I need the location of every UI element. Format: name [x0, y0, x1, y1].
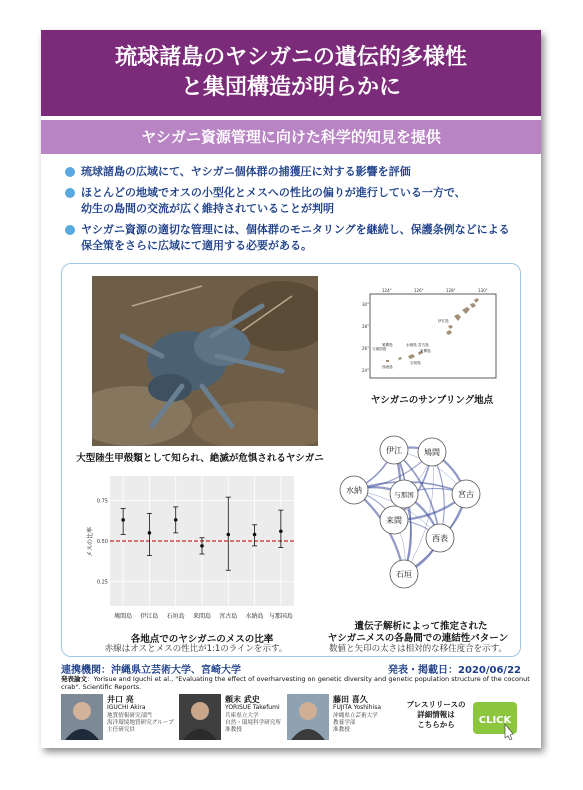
chart-point [121, 518, 125, 522]
chart-y-tick-label: 0.75 [96, 498, 108, 505]
bullet-text: ほとんどの地域でオスの小型化とメスへの性比の偏りが進行している一方で、 [81, 186, 466, 199]
bullet-text: 保全策をさらに広域にて適用する必要がある。 [81, 239, 312, 252]
map-lon-label: 130° [478, 288, 488, 293]
map-place-label: 伊江島 [438, 319, 449, 323]
researcher-romaji: FUJITA Yoshihisa [333, 704, 381, 711]
chart-x-tick-label: 来間島 [192, 613, 212, 620]
bullet-item [65, 222, 535, 254]
title-band [41, 30, 541, 116]
photo-caption: 大型陸生甲殻類として知られ、絶滅が危惧されるヤシガニ [76, 453, 324, 464]
researcher-affiliation: 地質情報研究部門 海洋環境地質研究グループ 主任研究員 [107, 713, 174, 733]
person-icon [179, 694, 221, 740]
map-place-label: 西表島 [382, 365, 393, 369]
network-node-label: 鳩間 [424, 448, 440, 457]
researcher-name: 藤田 喜久 [333, 695, 368, 704]
map-lat-label: 30° [362, 302, 370, 307]
press-release-text: プレスリリースの 詳細情報は こちらから [406, 700, 466, 729]
researcher-photo [61, 694, 103, 740]
coconut-crab-illustration [92, 276, 318, 446]
map-place-label: 水納島 [406, 343, 417, 347]
network-node-label: 石垣 [396, 570, 412, 579]
map-lat-label: 26° [362, 346, 370, 351]
chart-x-tick-label: 与那国島 [268, 613, 293, 620]
researcher-photo [179, 694, 221, 740]
chart-y-tick-label: 0.50 [96, 539, 108, 545]
network-node-label: 与那国 [394, 491, 414, 499]
coconut-crab-photo [92, 276, 318, 446]
chart-caption: 各地点でのヤシガニのメスの比率 [130, 634, 274, 645]
researcher-romaji: YORISUE Takefumi [225, 704, 280, 711]
bullet-item [65, 185, 535, 217]
chart-point [148, 531, 152, 535]
bullet-text: 幼生の島間の交流が広く維持されていることが判明 [81, 202, 334, 215]
researcher-name: 井口 亮 [107, 695, 134, 704]
map-lat-label: 24° [362, 368, 370, 373]
map-place-label: 来間島 [420, 349, 431, 353]
researcher-affiliation: 兵庫県立大学 自然・環境科学研究所 准教授 [225, 713, 281, 733]
title-line-2: と集団構造が明らかに [180, 75, 401, 100]
network-node-label: 宮古 [458, 490, 474, 499]
female-ratio-chart [84, 472, 298, 630]
reference-label: 発表論文 [61, 675, 87, 683]
bullet-dot-icon [65, 167, 75, 177]
footer-info [61, 661, 521, 676]
chart-y-ticks [97, 498, 108, 585]
researcher-photo [287, 694, 329, 740]
chart-x-tick-label: 石垣島 [166, 613, 185, 620]
network-node-label: 西表 [432, 534, 448, 543]
researcher-romaji: IGUCHI Akira [107, 704, 146, 711]
chart-point [279, 529, 283, 533]
partner-institutions: 連携機関：沖縄県立芸術大学、宮崎大学 [61, 665, 241, 676]
bullet-text: 琉球諸島の広域にて、ヤシガニ個体群の捕獲圧に対する影響を評価 [81, 165, 411, 178]
map-place-label: 宮古島 [418, 343, 429, 347]
chart-point [253, 533, 257, 537]
map-caption: ヤシガニのサンプリング地点 [370, 395, 494, 406]
click-button[interactable] [471, 696, 519, 740]
chart-subcaption: 赤線はオスとメスの性比が1:1のラインを示す。 [104, 644, 288, 654]
map-lon-label: 128° [446, 288, 456, 293]
map-lon-label: 126° [414, 288, 424, 293]
connectivity-network [324, 414, 520, 632]
chart-point [174, 518, 178, 522]
figure-panel [61, 263, 521, 657]
person-icon [61, 694, 103, 740]
chart-x-ticks [114, 612, 293, 620]
chart-point [200, 544, 204, 548]
chart-x-tick-label: 鳩間島 [114, 613, 133, 620]
bullet-text: ヤシガニ資源の適切な管理には、個体群のモニタリングを継続し、保護条例などによる [81, 223, 510, 236]
chart-y-tick-label: 0.25 [96, 579, 108, 586]
chart-x-tick-label: 伊江島 [140, 613, 159, 620]
reference-text: Yorisue and Iguchi et al., "Evaluating the effect of overharvesting on genetic diversity and genetic population structure of the coconut crab". Scientific Reports. [61, 675, 530, 691]
network-caption-line-1: 遺伝子解析によって推定された [354, 621, 488, 632]
map-place-label: 石垣島 [410, 361, 421, 365]
sampling-map [362, 286, 502, 386]
network-node-label: 水納 [346, 486, 362, 495]
network-node-label: 来間 [386, 516, 402, 525]
paper-reference: 発表論文：Yorisue and Iguchi et al., "Evaluating the effect of overharvesting on genetic diversity and genetic population structure of the coconut crab". Scientific Reports. [61, 675, 530, 691]
researchers [61, 694, 521, 742]
chart-y-label: メスの比率 [87, 526, 94, 558]
map-place-label: 与那国島 [372, 347, 387, 351]
researcher-name: 頼末 武史 [225, 695, 260, 704]
network-node-label: 伊江 [386, 446, 402, 455]
network-caption-line-2: ヤシガニメスの各島間での連結性パターン [327, 633, 509, 644]
chart-point [226, 533, 230, 537]
subtitle-band: ヤシガニ資源管理に向けた科学的知見を提供 [41, 120, 541, 154]
click-label[interactable]: CLICK [478, 715, 512, 726]
bullet-dot-icon [65, 225, 75, 235]
bullet-dot-icon [65, 188, 75, 198]
chart-x-tick-label: 水納島 [245, 613, 264, 620]
bullet-item [65, 164, 535, 180]
title-line-1: 琉球諸島のヤシガニの遺伝的多様性 [115, 45, 467, 70]
poster [41, 30, 541, 748]
publication-date: 発表・掲載日：2020/06/22 [388, 665, 521, 676]
map-lat-label: 28° [362, 324, 370, 329]
chart-x-tick-label: 宮古島 [219, 613, 238, 620]
map-lon-label: 124° [382, 288, 392, 293]
network-edges [354, 448, 466, 574]
researcher-affiliation: 沖縄県立芸術大学 教養学部 准教授 [333, 713, 378, 733]
network-subcaption: 数値と矢印の太さは相対的な移住度合を示す。 [329, 644, 507, 654]
bullet-list [65, 164, 535, 259]
map-place-label: 鳩間島 [382, 343, 393, 347]
person-icon [287, 694, 329, 740]
